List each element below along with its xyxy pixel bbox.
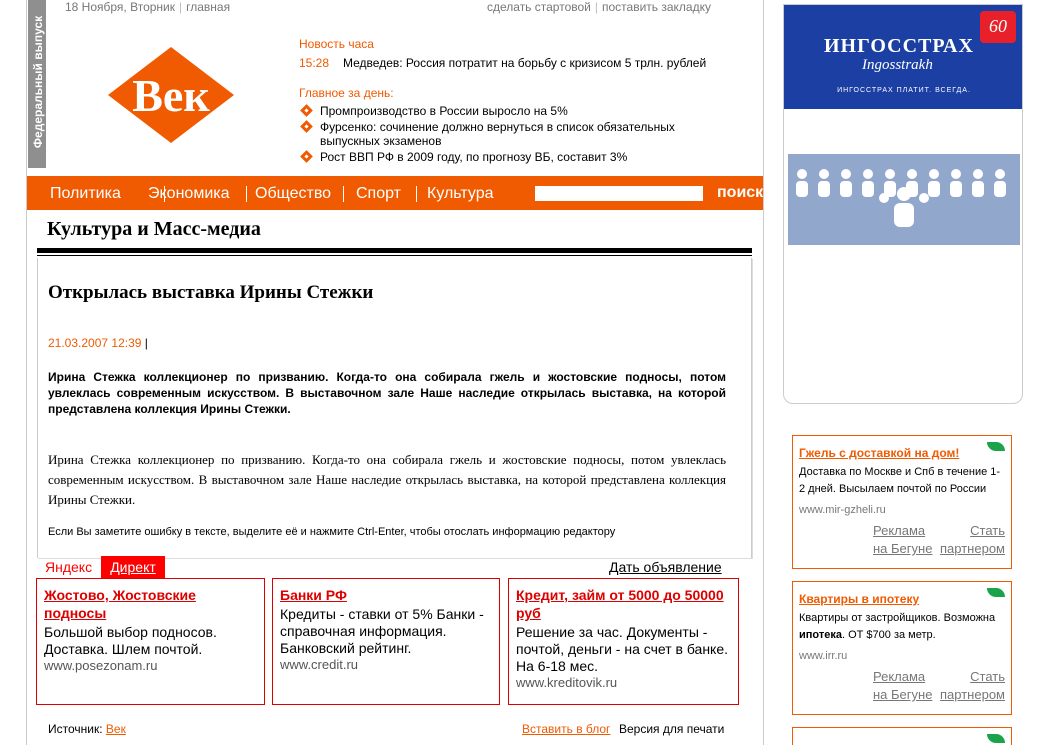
article-lead: Ирина Стежка коллекционер по призванию. Когда-то она собирала гжель и жостовские подносы, потом увлеклась современным искусством. В выставочном зале Наше наследие открылась выставка, на которой представлена коллекция Ирины Стежки. [48,370,726,416]
banner-brand: ИНГОССТРАХ [824,35,974,57]
edition-strip [28,0,46,168]
article-title: Открылась выставка Ирины Стежки [48,282,374,303]
ad-desc: Решение за час. Документы - почтой, деньги - на счет в банке. На 6-18 мес. [516,624,729,674]
direct-label[interactable]: Директ [101,556,165,578]
add-bookmark-link[interactable]: поставить закладку [602,0,711,14]
ad-desc: Кредиты - ставки от 5% Банки - справочная информация. Банковский рейтинг. [280,606,484,656]
section-title: Культура и Масс-медиа [47,218,261,240]
list-item[interactable]: Промпроизводство в России выросло на 5% [299,104,719,118]
logo-text: Век [132,70,210,121]
main-of-day-label: Главное за день: [299,86,394,100]
banner-slogan: ИНГОССТРАХ ПЛАТИТ. ВСЕГДА. [837,87,971,94]
bullet-diamond-icon [300,104,313,117]
nav-society[interactable]: Общество [255,185,332,202]
search-input[interactable] [535,186,703,201]
give-ad-link[interactable]: Дать объявление [609,559,722,575]
yandex-label[interactable]: Яндекс [45,559,93,575]
crowd-illustration [788,154,1020,245]
top-links: сделать стартовой | поставить закладку [487,0,711,14]
ad-desc: Квартиры от застройщиков. Возможна ипотека. ОТ $700 за метр. [799,612,996,641]
ad-url[interactable]: www.credit.ru [280,657,359,672]
nav-culture[interactable]: Культура [427,185,494,202]
ad-title[interactable]: Кредит, займ от 5000 до 50000 руб [516,587,724,621]
home-link[interactable]: главная [186,0,231,14]
source-link[interactable]: Век [105,722,126,736]
nav-economy[interactable]: Экономика [148,185,230,202]
ad-title[interactable]: Жостово, Жостовские подносы [44,587,196,621]
divider [37,255,752,256]
make-homepage-link[interactable]: сделать стартовой [487,0,591,14]
ad-desc: Доставка по Москве и Спб в течение 1-2 дней. Высылаем почтой по России [799,466,1001,495]
ad-desc: Большой выбор подносов. Доставка. Шлем почтой. [44,624,217,657]
date-line: 18 Ноября, Вторник | главная [65,0,231,14]
direct-ad[interactable] [508,578,739,705]
begun-ad-link[interactable]: Реклама на Бегуне [873,523,933,556]
edition-label: Федеральный выпуск [31,15,45,149]
main-nav [27,176,763,210]
direct-ad[interactable] [36,578,265,705]
anniversary-badge: 60 [980,11,1016,43]
ad-title[interactable]: Банки РФ [280,587,347,603]
article-body: Ирина Стежка коллекционер по призванию. Когда-то она собирала гжель и жостовские подносы, потом увлеклась современным искусством. В выставочном зале Наше наследие открылась выставка, на которой представлена коллекция Ирины Стежки. [48,452,726,507]
banner-brand-latin: Ingosstrakh [862,57,933,73]
article-date: 21.03.2007 12:39 | [48,336,148,350]
insert-blog-link[interactable]: Вставить в блог [522,722,611,736]
become-partner-link[interactable]: Стать партнером [940,669,1005,702]
banner-header [784,5,1023,109]
list-item[interactable]: Рост ВВП РФ в 2009 году, по прогнозу ВБ, составит 3% [299,150,719,164]
begun-ad-link[interactable]: Реклама на Бегуне [873,669,933,702]
news-hour-link[interactable]: Медведев: Россия потратит на борьбу с кризисом 5 трлн. рублей [343,56,707,70]
bullet-diamond-icon [300,150,313,163]
side-ad[interactable] [792,727,1012,745]
divider [37,248,752,253]
nav-sport[interactable]: Спорт [356,185,401,202]
vek-logo[interactable] [106,45,236,145]
side-ad[interactable] [792,581,1012,715]
become-partner-link[interactable]: Стать партнером [940,523,1005,556]
ad-title[interactable]: Гжель с доставкой на дом! [799,446,960,460]
nav-politics[interactable]: Политика [50,185,121,202]
ad-url[interactable]: www.mir-gzheli.ru [799,504,886,516]
print-version-link[interactable]: Версия для печати [619,722,725,736]
ad-title[interactable]: Квартиры в ипотеку [799,592,920,606]
ad-url[interactable]: www.kreditovik.ru [516,675,618,690]
current-date: 18 Ноября, Вторник [65,0,175,14]
ad-url[interactable]: www.posezonam.ru [44,658,158,673]
error-report-note: Если Вы заметите ошибку в тексте, выделите её и нажмите Ctrl-Enter, чтобы отослать информацию редактору [48,526,616,538]
search-button[interactable]: поиск [717,184,764,201]
direct-ad[interactable] [272,578,500,705]
news-hour-label: Новость часа [299,37,374,51]
news-hour-time: 15:28 [299,56,330,70]
article-source: Источник: Век [48,722,126,736]
main-of-day-list [299,104,719,166]
leaf-icon [987,734,1005,743]
bullet-diamond-icon [300,120,313,133]
side-ad[interactable] [792,435,1012,569]
ingosstrakh-banner[interactable] [783,4,1023,404]
list-item[interactable]: Фурсенко: сочинение должно вернуться в список обязательных выпускных экзаменов [299,120,719,148]
ad-url[interactable]: www.irr.ru [799,650,848,662]
